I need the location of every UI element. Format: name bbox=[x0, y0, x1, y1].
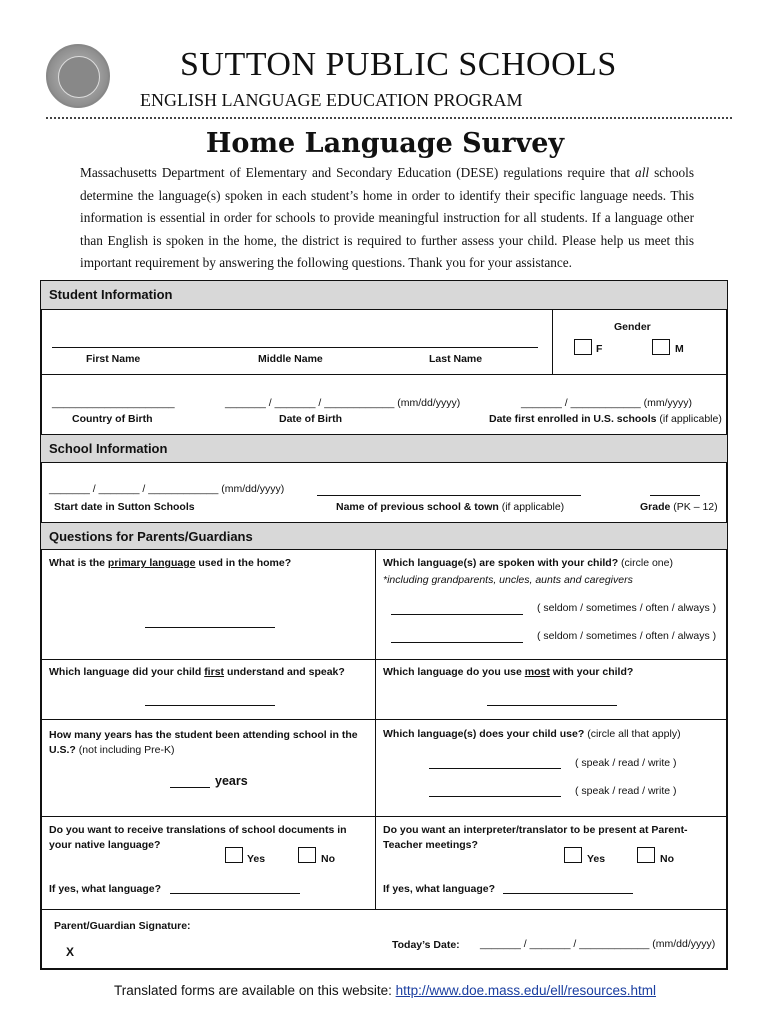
signature-label: Parent/Guardian Signature: bbox=[54, 920, 191, 932]
program-subtitle: ENGLISH LANGUAGE EDUCATION PROGRAM bbox=[140, 90, 523, 110]
seal-building-icon bbox=[58, 56, 100, 98]
gender-m-label: M bbox=[675, 343, 684, 355]
translations-yes-label: Yes bbox=[247, 853, 266, 865]
skill-options-2[interactable]: ( speak / read / write ) bbox=[575, 785, 677, 797]
interpreter-no-checkbox[interactable] bbox=[637, 847, 655, 863]
q-first-language: Which language did your child first understand and speak? bbox=[49, 666, 345, 678]
grade-label: Grade (PK – 12) bbox=[640, 501, 718, 513]
survey-form bbox=[40, 280, 728, 970]
section-questions: Questions for Parents/Guardians bbox=[41, 522, 727, 550]
questions-divider bbox=[375, 550, 376, 909]
todays-date-label: Today’s Date: bbox=[392, 939, 460, 951]
q-languages-spoken-note: *including grandparents, uncles, aunts and caregivers bbox=[383, 574, 633, 586]
translations-no-label: No bbox=[321, 853, 335, 865]
q-interpreter: Do you want an interpreter/translator to be present at Parent-Teacher meetings? bbox=[383, 824, 688, 851]
interpreter-no-label: No bbox=[660, 853, 674, 865]
last-name-label: Last Name bbox=[429, 353, 483, 365]
footer-note: Translated forms are available on this website: http://www.doe.mass.edu/ell/resources.html bbox=[113, 983, 656, 998]
interpreter-yes-label: Yes bbox=[587, 853, 606, 865]
intro-paragraph: Massachusetts Department of Elementary and Secondary Education (DESE) regulations require that all schools determine the language(s) spoken in each student’s home in order to identify their specific language needs. This information is essential in order for schools to provide meaningful instruction for all students. If a language other than English is spoken in the home, the district is required to further assess your child. Please help us meet this important requirement by answering the following questions. Thank you for your assistance. bbox=[80, 165, 694, 271]
language-used-input-2[interactable] bbox=[429, 796, 561, 797]
row-divider bbox=[41, 374, 727, 375]
start-date-label: Start date in Sutton Schools bbox=[54, 501, 195, 513]
gender-f-checkbox[interactable] bbox=[574, 339, 592, 355]
q-languages-used: Which language(s) does your child use? (circle all that apply) bbox=[383, 728, 681, 740]
translations-no-checkbox[interactable] bbox=[298, 847, 316, 863]
row-divider bbox=[41, 719, 727, 720]
start-date-input[interactable]: _______ / _______ / ____________ (mm/dd/yyyy) bbox=[49, 483, 285, 495]
q-years-in-us: How many years has the student been attending school in the U.S.? (not including Pre-K) bbox=[49, 729, 358, 756]
district-seal bbox=[46, 44, 110, 108]
row-divider bbox=[41, 816, 727, 817]
date-of-birth-label: Date of Birth bbox=[279, 413, 342, 425]
section-school-information: School Information bbox=[41, 434, 727, 463]
translations-language-label: If yes, what language? bbox=[49, 883, 162, 895]
primary-language-input[interactable] bbox=[145, 627, 275, 628]
signature-input[interactable]: X bbox=[66, 945, 75, 959]
interpreter-language-input[interactable] bbox=[503, 893, 633, 894]
first-name-label: First Name bbox=[86, 353, 141, 365]
years-label: years bbox=[215, 774, 248, 788]
todays-date-input[interactable]: _______ / _______ / ____________ (mm/dd/yyyy) bbox=[480, 938, 716, 950]
middle-name-label: Middle Name bbox=[258, 353, 323, 365]
interpreter-yes-checkbox[interactable] bbox=[564, 847, 582, 863]
frequency-options-2[interactable]: ( seldom / sometimes / often / always ) bbox=[537, 630, 717, 642]
previous-school-label: Name of previous school & town (if applicable) bbox=[336, 501, 565, 513]
name-input[interactable] bbox=[52, 347, 538, 348]
translations-yes-checkbox[interactable] bbox=[225, 847, 243, 863]
header-divider bbox=[46, 117, 732, 119]
q-most-used-language: Which language do you use most with your child? bbox=[383, 666, 634, 678]
gender-divider bbox=[552, 309, 553, 374]
translations-language-input[interactable] bbox=[170, 893, 300, 894]
enroll-date-input[interactable]: _______ / ____________ (mm/yyyy) bbox=[521, 397, 693, 409]
gender-f-label: F bbox=[596, 343, 603, 355]
page-title: SUTTON PUBLIC SCHOOLS bbox=[180, 46, 617, 83]
gender-label: Gender bbox=[614, 321, 651, 333]
years-input[interactable] bbox=[170, 787, 210, 788]
q-languages-spoken: Which language(s) are spoken with your child? (circle one) bbox=[383, 557, 673, 569]
language-spoken-input-1[interactable] bbox=[391, 614, 523, 615]
grade-input[interactable] bbox=[650, 495, 700, 496]
most-used-language-input[interactable] bbox=[487, 705, 617, 706]
previous-school-input[interactable] bbox=[317, 495, 581, 496]
q-translations: Do you want to receive translations of school documents in your native language? bbox=[49, 824, 347, 851]
date-of-birth-input[interactable]: _______ / _______ / ____________ (mm/dd/yyyy) bbox=[225, 397, 461, 409]
language-used-input-1[interactable] bbox=[429, 768, 561, 769]
enroll-date-label: Date first enrolled in U.S. schools (if applicable) bbox=[489, 413, 722, 425]
row-divider bbox=[41, 659, 727, 660]
row-divider bbox=[41, 909, 727, 910]
interpreter-language-label: If yes, what language? bbox=[383, 883, 496, 895]
frequency-options-1[interactable]: ( seldom / sometimes / often / always ) bbox=[537, 602, 717, 614]
gender-m-checkbox[interactable] bbox=[652, 339, 670, 355]
q-primary-language: What is the primary language used in the home? bbox=[49, 557, 292, 569]
resources-link[interactable]: http://www.doe.mass.edu/ell/resources.html bbox=[395, 983, 656, 998]
form-title: Home Language Survey bbox=[205, 128, 565, 159]
language-spoken-input-2[interactable] bbox=[391, 642, 523, 643]
first-language-input[interactable] bbox=[145, 705, 275, 706]
section-student-information: Student Information bbox=[41, 281, 727, 310]
skill-options-1[interactable]: ( speak / read / write ) bbox=[575, 757, 677, 769]
country-of-birth-label: Country of Birth bbox=[72, 413, 153, 425]
country-of-birth-input[interactable]: _____________________ bbox=[52, 397, 175, 409]
